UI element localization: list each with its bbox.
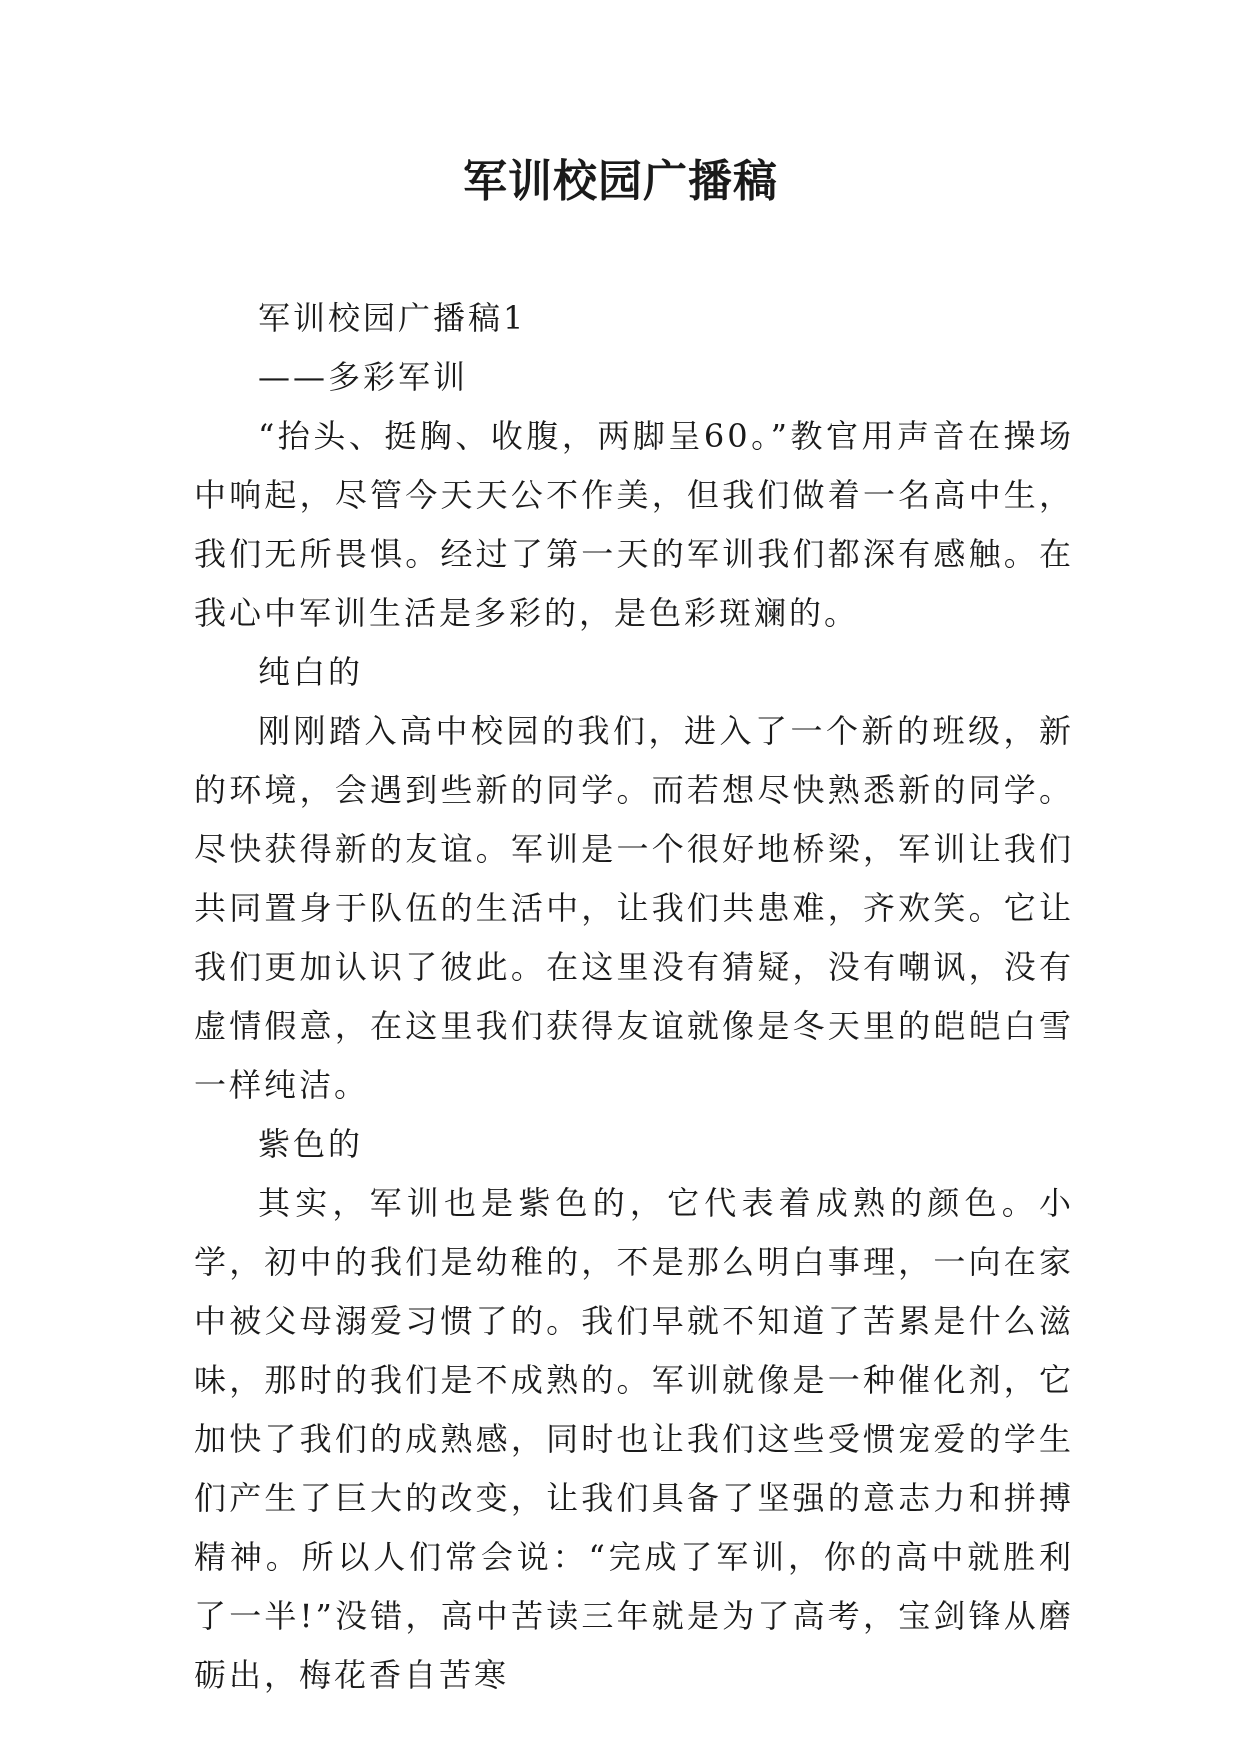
- document-title: 军训校园广播稿: [463, 156, 778, 207]
- paragraph: 刚刚踏入高中校园的我们，进入了一个新的班级，新的环境，会遇到些新的同学。而若想尽快熟悉新的同学。尽快获得新的友谊。军训是一个很好地桥梁，军训让我们共同置身于队伍的生活中，让我们共患难，齐欢笑。它让我们更加认识了彼此。在这里没有猜疑，没有嘲讽，没有虚情假意，在这里我们获得友谊就像是冬天里的皑皑白雪一样纯洁。: [194, 712, 1074, 1104]
- document-body: [194, 289, 1074, 1705]
- paragraph: 其实，军训也是紫色的，它代表着成熟的颜色。小学，初中的我们是幼稚的，不是那么明白事理，一向在家中被父母溺爱习惯了的。我们早就不知道了苦累是什么滋味，那时的我们是不成熟的。军训就像是一种催化剂，它加快了我们的成熟感，同时也让我们这些受惯宠爱的学生们产生了巨大的改变，让我们具备了坚强的意志力和拼搏精神。所以人们常会说：“完成了军训，你的高中就胜利了一半!”没错，高中苦读三年就是为了高考，宝剑锋从磨砺出，梅花香自苦寒: [194, 1184, 1074, 1694]
- paragraph-heading: 纯白的: [258, 653, 364, 691]
- paragraph: “抬头、挺胸、收腹，两脚呈60。”教官用声音在操场中响起，尽管今天天公不作美，但我们做着一名高中生，我们无所畏惧。经过了第一天的军训我们都深有感触。在我心中军训生活是多彩的，是色彩斑斓的。: [194, 417, 1074, 632]
- section-heading: 军训校园广播稿1: [258, 299, 527, 337]
- paragraph-heading: 紫色的: [258, 1125, 364, 1163]
- subtitle: ——多彩军训: [258, 358, 469, 396]
